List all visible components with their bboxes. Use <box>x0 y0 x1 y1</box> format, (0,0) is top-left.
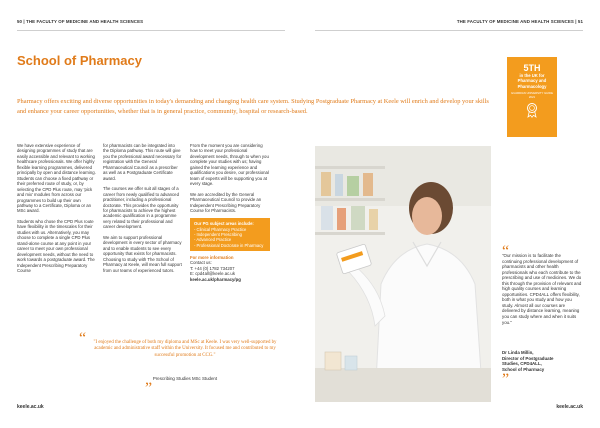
contact-heading: For more information <box>190 254 234 260</box>
contact-email[interactable]: E: cpd4all@keele.ac.uk <box>190 271 235 277</box>
badge-rank: 5TH <box>523 63 541 73</box>
award-rosette-icon <box>525 102 539 118</box>
subjects-list <box>194 227 266 248</box>
staff-quote-text: "Our mission is to facilitate the continuing professional development of pharmacists and other health professionals who each contribute to the prescribing and use of medicines. We do this through the provision of relevant and high quality courses and learning opportunities. CPD4ALL offers flexibility, both in what you study and how you study. Almost all our courses are delivered by distance learning, meaning you can study where and when it suits you." <box>502 253 582 325</box>
subject-item: - Advanced Practice <box>194 237 232 243</box>
ranking-badge <box>507 57 557 137</box>
column-2 <box>103 143 182 278</box>
pharmacy-photo <box>315 146 491 402</box>
badge-line-3: Pharmacology <box>517 83 547 89</box>
subjects-box <box>190 218 270 250</box>
subject-item: - Independent Prescribing <box>194 232 242 238</box>
footer-left-url[interactable]: keele.ac.uk <box>17 404 44 410</box>
intro-paragraph: Pharmacy offers exciting and diverse opportunities in today's demanding and changing health care system. Studying Postgraduate Pharmacy at Keele will enrich and develop your skills and enhance your career opportunities, whether that is in general practice, community, hospital or research-based. <box>17 98 489 115</box>
contact-phone: T: +44 (0) 1782 734207 <box>190 265 235 271</box>
col2-paragraph-1: for pharmacists can be integrated into the Diploma pathway. This route will give you the professional award necessary for registration with the General Pharmaceutical Council as a prescriber as well as a Postgraduate Certificate award. <box>103 143 182 181</box>
footer-right-url[interactable]: keele.ac.uk <box>556 404 583 410</box>
student-quote-open-mark: “ <box>79 330 87 347</box>
student-quote-text: "I enjoyed the challenge of both my diploma and MSc at Keele. I was very well-supported by academic and administrative staff within the University. It focused me and contributed to my successful promotion at CCG." <box>93 340 277 358</box>
pharmacist-image <box>315 146 491 402</box>
header-right: THE FACULTY OF MEDICINE AND HEALTH SCIENCES | 51 <box>456 19 583 24</box>
subject-item: - Professional Doctorate in Pharmacy <box>194 242 264 248</box>
badge-line-1: in the UK for <box>519 73 545 78</box>
staff-quote-signature <box>502 350 582 372</box>
header-rule-left <box>17 30 285 31</box>
staff-role-2: Studies, CPD4ALL, <box>502 361 542 367</box>
col3-paragraph-1: From the moment you are considering how to meet your professional development needs, through to when you complete your studies with us; having gained the learning experience and qualifications you desire, our professional team of experts will be supporting you at every stage. <box>190 143 269 187</box>
subjects-heading: Our PG subject areas include: <box>194 221 254 227</box>
badge-source: GUARDIAN UNIVERSITY GUIDE 2021 <box>511 91 553 99</box>
subject-item: - Clinical Pharmacy Practice <box>194 226 247 232</box>
staff-quote-close-mark: ” <box>502 371 510 388</box>
student-quote-close-mark: ” <box>145 380 153 397</box>
column-3 <box>190 143 270 282</box>
badge-line-2: Pharmacy and <box>517 78 547 84</box>
staff-role-1: Director of Postgraduate <box>502 355 554 361</box>
header-left: 50 | THE FACULTY OF MEDICINE AND HEALTH SCIENCES <box>17 19 144 24</box>
page-title: School of Pharmacy <box>17 53 142 68</box>
col3-paragraph-2: We are accredited by the General Pharmaceutical Council to provide an Independent Prescribing Preparatory Course for Pharmacists. <box>190 191 262 213</box>
contact-block <box>190 255 270 282</box>
col2-paragraph-2: The courses we offer suit all stages of a career from newly qualified to advanced practitioner, including a professional doctorate. This provides the opportunity for pharmacists to achieve the highest academic qualification in a programme very related to their professional and career development. <box>103 186 179 230</box>
contact-url[interactable]: keele.ac.uk/pharmacy/pg <box>190 276 241 282</box>
col1-paragraph-1: We have extensive experience of designing programmes of study that are easily accessible and relevant to working healthcare professionals. We offer highly flexible learning programmes, delivered principally by open and distance learning. Students can choose a fixed pathway or their preferred route of study, or, by selecting the CPD Plus route, may 'pick and mix' modules from across our programmes to build up their own pathway to a Certificate, Diploma or an MSc award. <box>17 143 96 214</box>
staff-role-3: School of Pharmacy <box>502 366 545 372</box>
col1-paragraph-2: Students who chose the CPD Plus route have flexibility in the timescales for their studies with us. Alternatively, you may choose to complete a single CPD Plus stand-alone course at any point in your career to meet your own professional development needs, without the need to work towards a postgraduate award. The Independent Prescribing Preparatory Course <box>17 218 95 273</box>
staff-name: Dr Linda Millin, <box>502 350 534 355</box>
student-quote-attribution: Prescribing Studies MSc Student <box>152 376 218 381</box>
header-rule-right <box>315 30 583 31</box>
column-1 <box>17 143 96 278</box>
contact-line: Contact us: <box>190 260 212 266</box>
col2-paragraph-3: We aim to support professional development in every sector of pharmacy and to enable students to see every opportunity that exists for pharmacists. Choosing to study with The School of Pharmacy at Keele, will mean full support from our teams of experienced tutors. <box>103 234 182 273</box>
staff-quote-open-mark: “ <box>502 243 510 260</box>
